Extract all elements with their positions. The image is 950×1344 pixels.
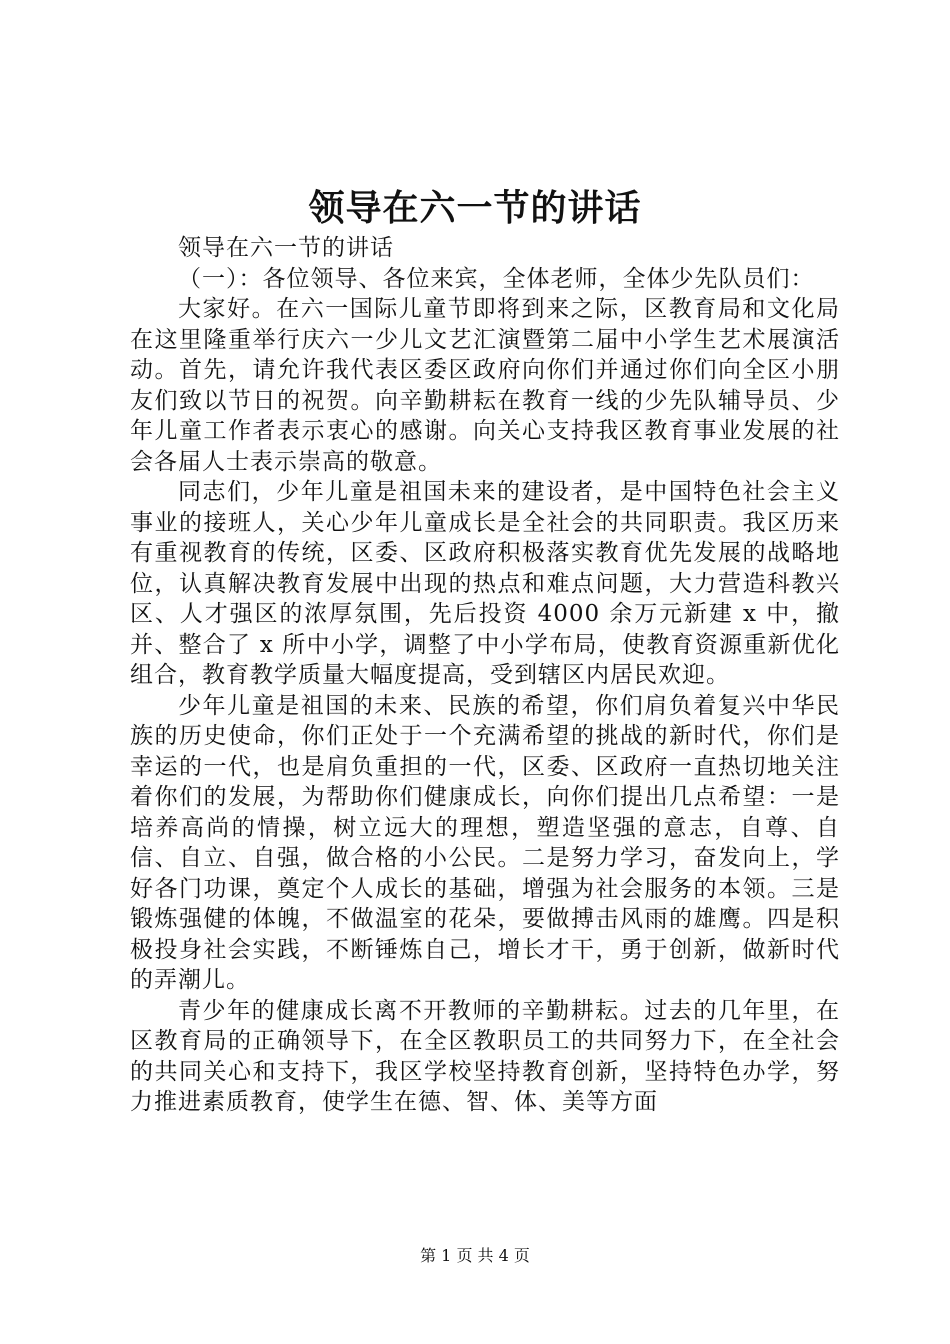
paragraph-salutation: （一）：各位领导、各位来宾，全体老师，全体少先队员们： xyxy=(178,265,815,292)
page-footer: 第 1 页 共 4 页 xyxy=(420,1246,530,1265)
paragraph-subtitle: 领导在六一节的讲话 xyxy=(178,235,394,261)
document-title: 领导在六一节的讲话 xyxy=(308,187,642,229)
paragraph-greeting: 大家好。在六一国际儿童节即将到来之际，区教育局和文化局在这里隆重举行庆六一少儿文艺汇演暨第二届中小学生艺术展演活动。首先，请允许我代表区委区政府向你们并通过你们向全区小朋友们致以节日的祝贺。向辛勤耕耘在教育一线的少先队辅导员、少年儿童工作者表示衷心的感谢。向关心支持我区教育事业发展的社会各届人士表示崇高的敬意。 xyxy=(130,296,840,475)
document-body xyxy=(130,233,840,1118)
paragraph-teachers: 青少年的健康成长离不开教师的辛勤耕耘。过去的几年里，在区教育局的正确领导下，在全区教职员工的共同努力下，在全社会的共同关心和支持下，我区学校坚持教育创新，坚持特色办学，努力推进素质教育，使学生在德、智、体、美等方面 xyxy=(130,997,840,1115)
paragraph-education-history: 同志们，少年儿童是祖国未来的建设者，是中国特色社会主义事业的接班人，关心少年儿童成长是全社会的共同职责。我区历来有重视教育的传统，区委、区政府积极落实教育优先发展的战略地位，认真解决教育发展中出现的热点和难点问题，大力营造科教兴区、人才强区的浓厚氛围，先后投资 4000 余万元新建 x 中，撤并、整合了 x 所中小学，调整了中小学布局，使教育资源重新优化组合，教育教学质量大幅度提高，受到辖区内居民欢迎。 xyxy=(130,479,840,688)
paragraph-hopes: 少年儿童是祖国的未来、民族的希望，你们肩负着复兴中华民族的历史使命，你们正处于一个充满希望的挑战的新时代，你们是幸运的一代，也是肩负重担的一代，区委、区政府一直热切地关注着你们的发展，为帮助你们健康成长，向你们提出几点希望：一是培养高尚的情操，树立远大的理想，塑造坚强的意志，自尊、自信、自立、自强，做合格的小公民。二是努力学习，奋发向上，学好各门功课，奠定个人成长的基础，增强为社会服务的本领。三是锻炼强健的体魄，不做温室的花朵，要做搏击风雨的雄鹰。四是积极投身社会实践，不断锤炼自己，增长才干，勇于创新，做新时代的弄潮儿。 xyxy=(130,692,840,993)
